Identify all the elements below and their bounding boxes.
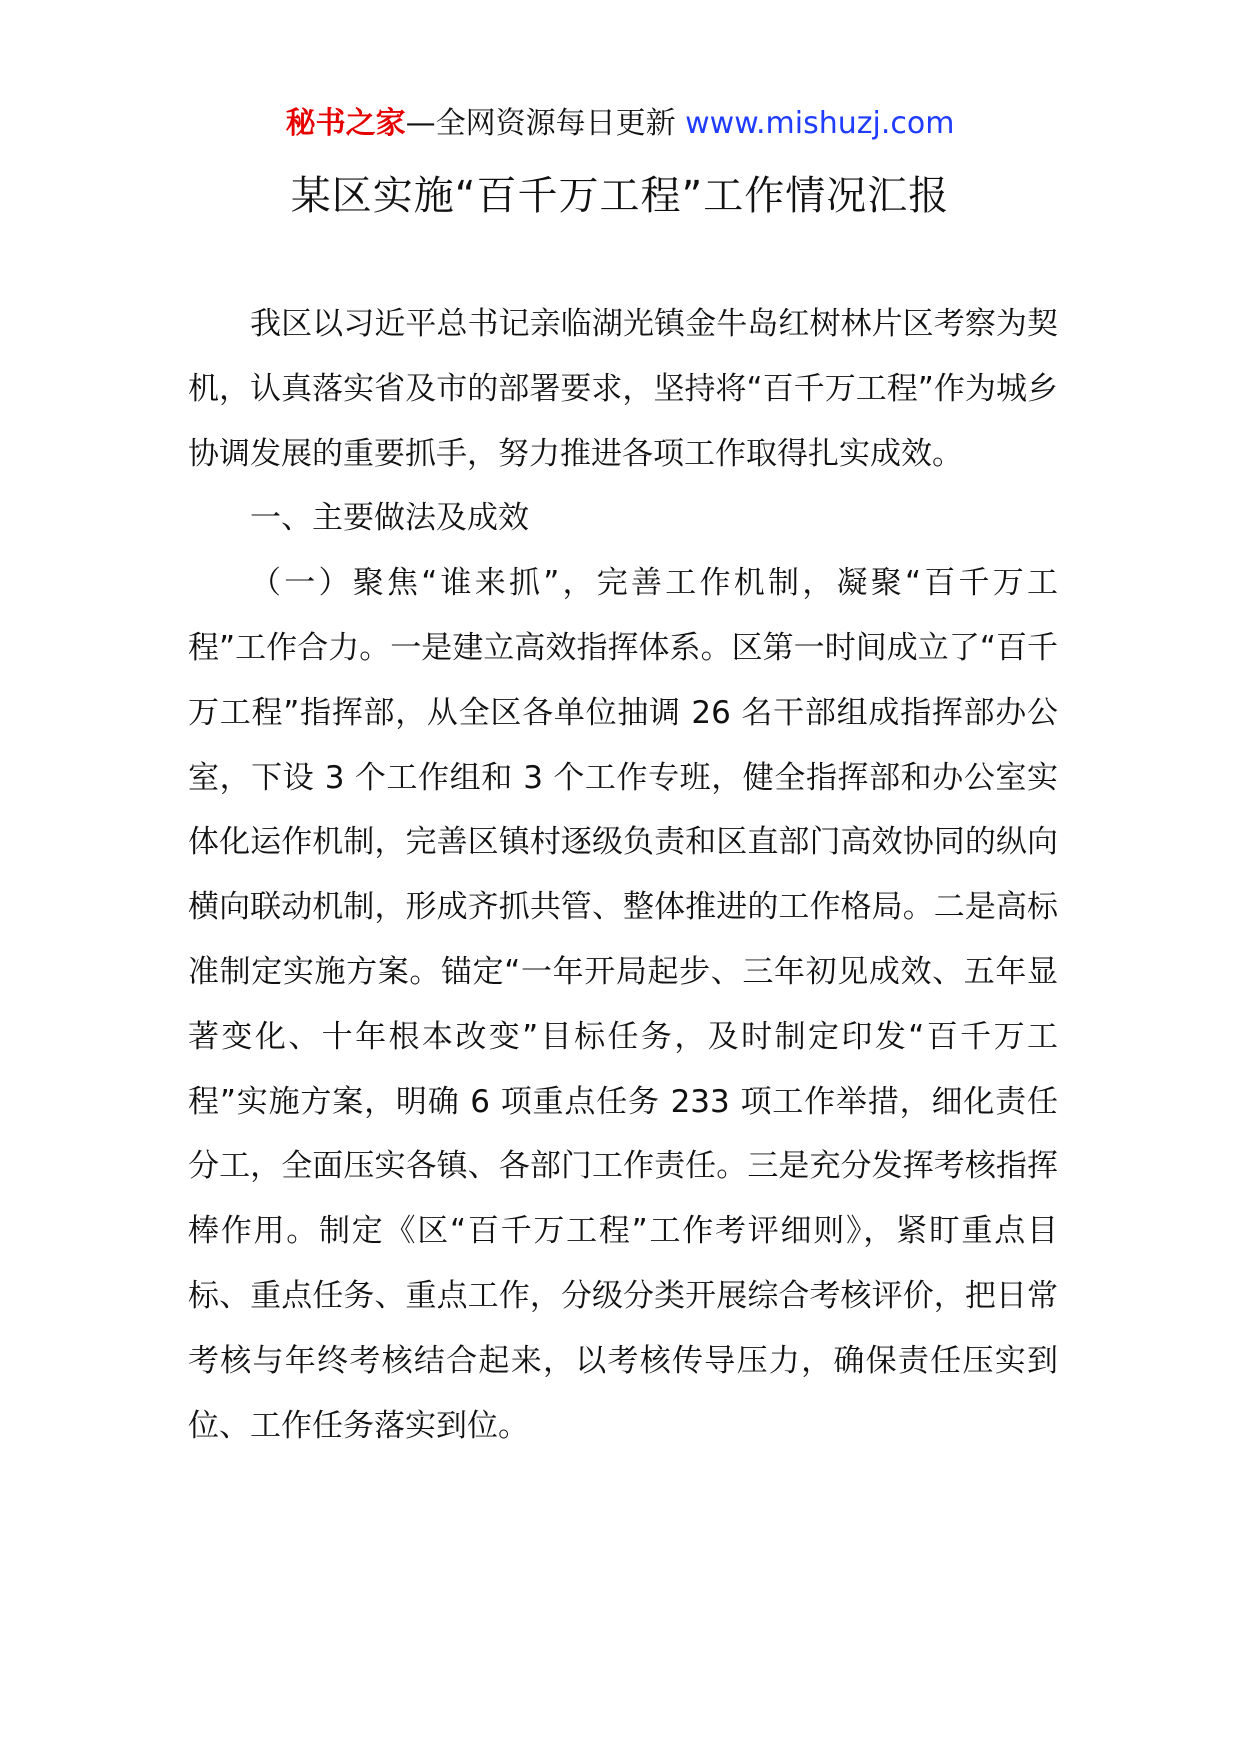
watermark-header bbox=[0, 98, 1240, 150]
document-title: 某区实施“百千万工程”工作情况汇报 bbox=[290, 173, 950, 219]
section-heading: 一、主要做法及成效 bbox=[250, 500, 529, 537]
brand-tagline: —全网资源每日更新 bbox=[405, 106, 686, 141]
intro-paragraph: 我区以习近平总书记亲临湖光镇金牛岛红树林片区考察为契机，认真落实省及市的部署要求，坚持将“百千万工程”作为城乡协调发展的重要抓手，努力推进各项工作取得扎实成效。 bbox=[188, 306, 1058, 472]
body-paragraph: （一）聚焦“谁来抓”，完善工作机制，凝聚“百千万工程”工作合力。一是建立高效指挥体系。区第一时间成立了“百千万工程”指挥部，从全区各单位抽调 26 名干部组成指挥部办公室，下设 3 个工作组和 3 个工作专班，健全指挥部和办公室实体化运作机制，完善区镇村逐级负责和区直部门高效协同的纵向横向联动机制，形成齐抓共管、整体推进的工作格局。二是高标准制定实施方案。锚定“一年开局起步、三年初见成效、五年显著变化、十年根本改变”目标任务，及时制定印发“百千万工程”实施方案，明确 6 项重点任务 233 项工作举措，细化责任分工，全面压实各镇、各部门工作责任。三是充分发挥考核指挥棒作用。制定《区“百千万工程”工作考评细则》，紧盯重点目标、重点任务、重点工作，分级分类开展综合考核评价，把日常考核与年终考核结合起来，以考核传导压力，确保责任压实到位、工作任务落实到位。 bbox=[188, 565, 1058, 1444]
document-body bbox=[188, 292, 1058, 1458]
brand-name: 秘书之家 bbox=[285, 106, 406, 141]
site-url: www.mishuzj.com bbox=[685, 106, 955, 141]
